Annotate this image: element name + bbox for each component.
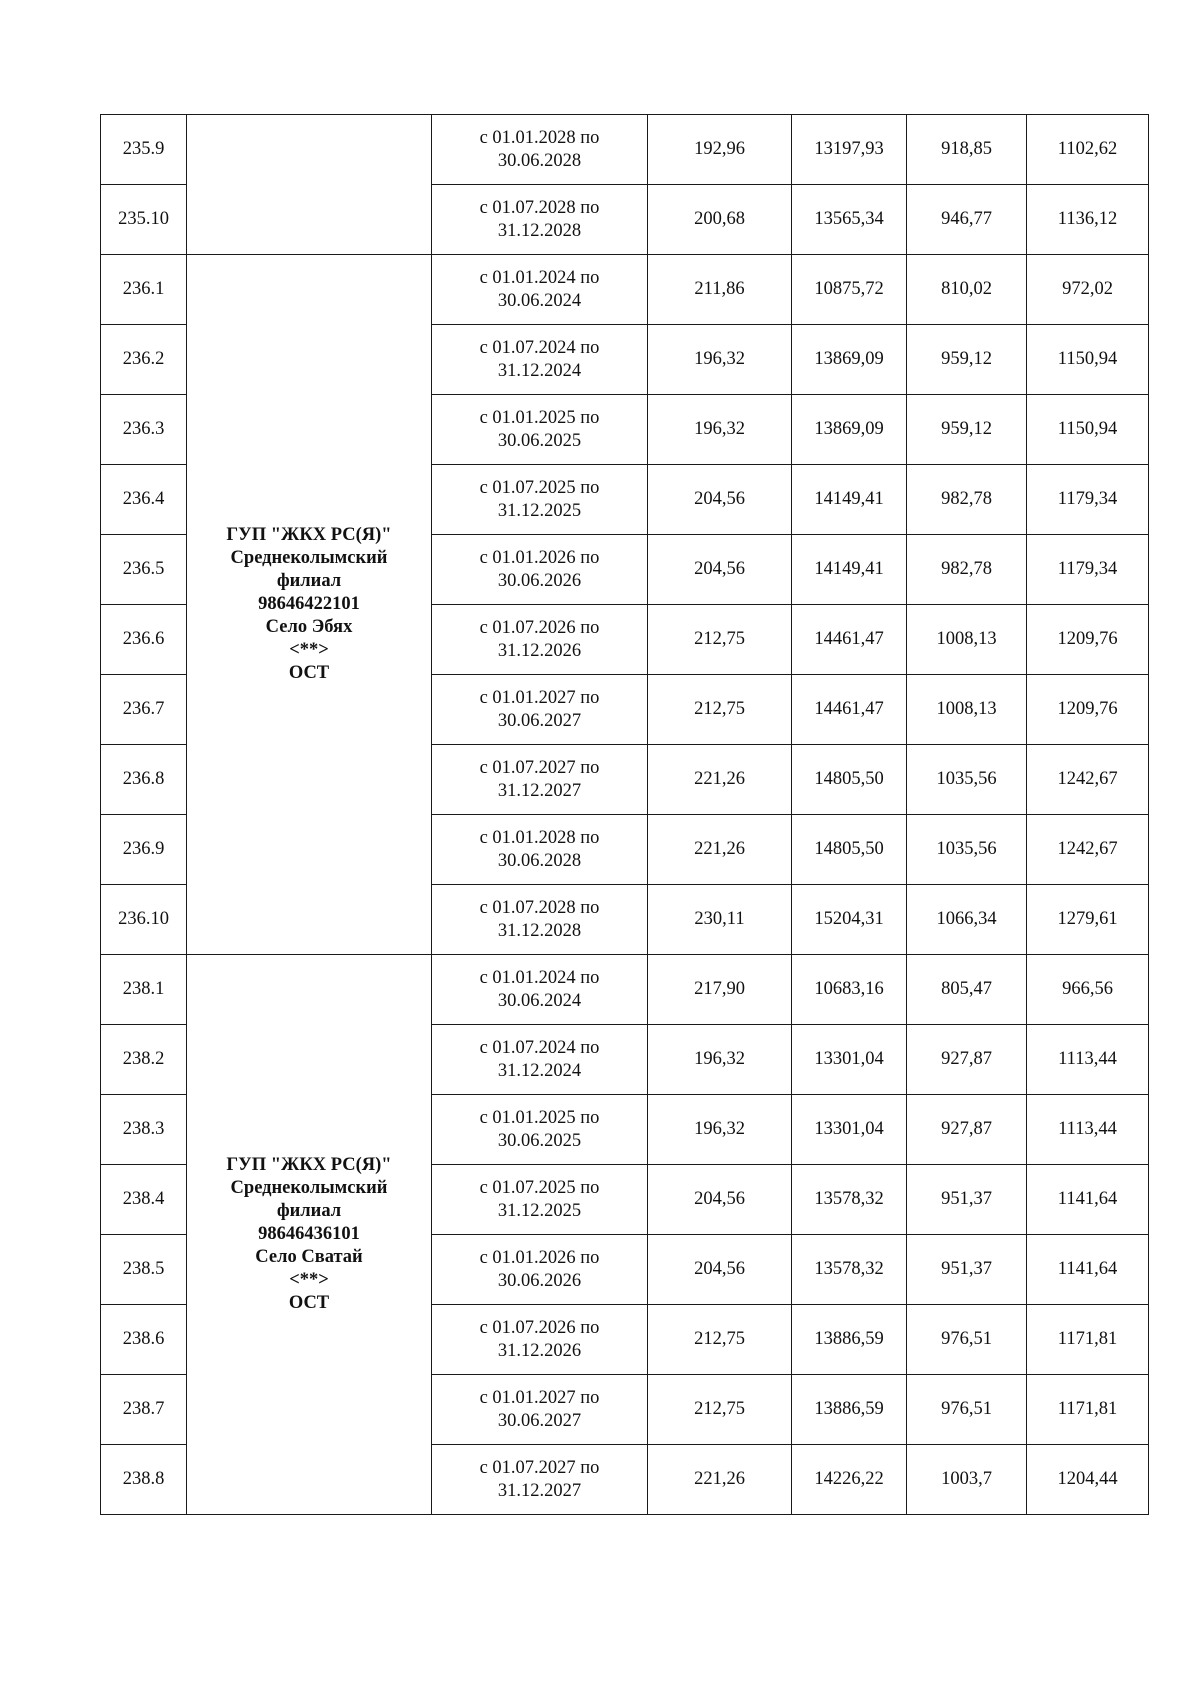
period-cell xyxy=(432,395,648,465)
value-cell-3: 959,12 xyxy=(907,395,1027,465)
period-start: с 01.01.2025 по xyxy=(479,407,600,428)
value-cell-1: 204,56 xyxy=(648,535,792,605)
value-cell-4: 1171,81 xyxy=(1027,1305,1149,1375)
value-cell-2: 14805,50 xyxy=(792,745,907,815)
supplier-cell xyxy=(187,255,432,955)
period-end: 30.06.2028 xyxy=(497,850,582,871)
value-cell-2: 13565,34 xyxy=(792,185,907,255)
value-cell-3: 976,51 xyxy=(907,1375,1027,1445)
value-cell-3: 951,37 xyxy=(907,1165,1027,1235)
period-cell xyxy=(432,465,648,535)
value-cell-2: 10683,16 xyxy=(792,955,907,1025)
period-end: 30.06.2028 xyxy=(497,150,582,171)
supplier-line: филиал xyxy=(276,1201,342,1221)
period-cell xyxy=(432,325,648,395)
value-cell-3: 959,12 xyxy=(907,325,1027,395)
period-start: с 01.01.2026 по xyxy=(479,1247,600,1268)
supplier-line: ГУП "ЖКХ РС(Я)" xyxy=(226,1155,392,1175)
value-cell-3: 951,37 xyxy=(907,1235,1027,1305)
period-end: 31.12.2027 xyxy=(497,780,582,801)
period-cell xyxy=(432,1445,648,1515)
period-cell xyxy=(432,1375,648,1445)
value-cell-3: 918,85 xyxy=(907,115,1027,185)
value-cell-4: 1113,44 xyxy=(1027,1025,1149,1095)
value-cell-2: 13869,09 xyxy=(792,325,907,395)
period-start: с 01.01.2024 по xyxy=(479,267,600,288)
value-cell-3: 946,77 xyxy=(907,185,1027,255)
table-row xyxy=(101,955,1149,1025)
value-cell-2: 13869,09 xyxy=(792,395,907,465)
supplier-line: ГУП "ЖКХ РС(Я)" xyxy=(226,525,392,545)
period-cell xyxy=(432,255,648,325)
row-number-cell: 236.8 xyxy=(101,745,187,815)
period-end: 31.12.2026 xyxy=(497,1340,582,1361)
value-cell-1: 212,75 xyxy=(648,605,792,675)
value-cell-4: 1141,64 xyxy=(1027,1165,1149,1235)
value-cell-4: 1171,81 xyxy=(1027,1375,1149,1445)
period-cell xyxy=(432,1025,648,1095)
value-cell-4: 1242,67 xyxy=(1027,815,1149,885)
table-row xyxy=(101,255,1149,325)
supplier-cell xyxy=(187,955,432,1515)
period-start: с 01.01.2028 по xyxy=(479,827,600,848)
value-cell-4: 1209,76 xyxy=(1027,675,1149,745)
value-cell-2: 13197,93 xyxy=(792,115,907,185)
row-number-cell: 236.4 xyxy=(101,465,187,535)
supplier-line: Среднеколымский xyxy=(230,1178,388,1198)
row-number-cell: 238.7 xyxy=(101,1375,187,1445)
value-cell-3: 805,47 xyxy=(907,955,1027,1025)
period-start: с 01.01.2027 по xyxy=(479,687,600,708)
value-cell-4: 1102,62 xyxy=(1027,115,1149,185)
value-cell-3: 810,02 xyxy=(907,255,1027,325)
value-cell-4: 1113,44 xyxy=(1027,1095,1149,1165)
value-cell-4: 1141,64 xyxy=(1027,1235,1149,1305)
period-end: 31.12.2027 xyxy=(497,1480,582,1501)
period-end: 31.12.2028 xyxy=(497,220,582,241)
value-cell-2: 13301,04 xyxy=(792,1025,907,1095)
period-cell xyxy=(432,1305,648,1375)
period-cell xyxy=(432,815,648,885)
period-end: 31.12.2024 xyxy=(497,360,582,381)
value-cell-2: 13301,04 xyxy=(792,1095,907,1165)
value-cell-2: 14461,47 xyxy=(792,675,907,745)
row-number-cell: 236.9 xyxy=(101,815,187,885)
period-cell xyxy=(432,885,648,955)
value-cell-1: 212,75 xyxy=(648,1375,792,1445)
row-number-cell: 238.6 xyxy=(101,1305,187,1375)
period-cell xyxy=(432,745,648,815)
row-number-cell: 238.5 xyxy=(101,1235,187,1305)
period-start: с 01.07.2027 по xyxy=(479,1457,600,1478)
period-start: с 01.07.2024 по xyxy=(479,337,600,358)
supplier-line: <**> xyxy=(289,640,329,660)
period-cell xyxy=(432,675,648,745)
value-cell-3: 927,87 xyxy=(907,1095,1027,1165)
value-cell-1: 230,11 xyxy=(648,885,792,955)
value-cell-3: 1008,13 xyxy=(907,675,1027,745)
period-cell xyxy=(432,1095,648,1165)
period-start: с 01.01.2025 по xyxy=(479,1107,600,1128)
value-cell-3: 982,78 xyxy=(907,535,1027,605)
value-cell-2: 13886,59 xyxy=(792,1305,907,1375)
value-cell-4: 972,02 xyxy=(1027,255,1149,325)
period-end: 31.12.2028 xyxy=(497,920,582,941)
period-start: с 01.07.2024 по xyxy=(479,1037,600,1058)
value-cell-2: 13578,32 xyxy=(792,1235,907,1305)
row-number-cell: 238.2 xyxy=(101,1025,187,1095)
table-row xyxy=(101,115,1149,185)
value-cell-4: 1242,67 xyxy=(1027,745,1149,815)
supplier-cell xyxy=(187,115,432,255)
period-end: 30.06.2025 xyxy=(497,430,582,451)
value-cell-1: 211,86 xyxy=(648,255,792,325)
value-cell-3: 927,87 xyxy=(907,1025,1027,1095)
value-cell-4: 1204,44 xyxy=(1027,1445,1149,1515)
period-end: 30.06.2025 xyxy=(497,1130,582,1151)
value-cell-2: 13578,32 xyxy=(792,1165,907,1235)
value-cell-4: 1150,94 xyxy=(1027,395,1149,465)
period-end: 30.06.2027 xyxy=(497,1410,582,1431)
supplier-line: ОСТ xyxy=(288,1293,330,1313)
period-end: 30.06.2024 xyxy=(497,290,582,311)
value-cell-1: 196,32 xyxy=(648,1025,792,1095)
value-cell-2: 14226,22 xyxy=(792,1445,907,1515)
period-start: с 01.07.2025 по xyxy=(479,477,600,498)
supplier-line: 98646422101 xyxy=(258,594,360,614)
supplier-line: Село Эбях xyxy=(265,617,353,637)
period-start: с 01.01.2027 по xyxy=(479,1387,600,1408)
value-cell-1: 212,75 xyxy=(648,1305,792,1375)
period-cell xyxy=(432,955,648,1025)
value-cell-1: 204,56 xyxy=(648,465,792,535)
value-cell-4: 1136,12 xyxy=(1027,185,1149,255)
value-cell-4: 966,56 xyxy=(1027,955,1149,1025)
row-number-cell: 236.5 xyxy=(101,535,187,605)
value-cell-3: 1035,56 xyxy=(907,745,1027,815)
period-end: 31.12.2025 xyxy=(497,1200,582,1221)
period-end: 31.12.2026 xyxy=(497,640,582,661)
value-cell-1: 196,32 xyxy=(648,395,792,465)
period-cell xyxy=(432,605,648,675)
row-number-cell: 235.9 xyxy=(101,115,187,185)
row-number-cell: 236.3 xyxy=(101,395,187,465)
value-cell-1: 200,68 xyxy=(648,185,792,255)
period-end: 30.06.2027 xyxy=(497,710,582,731)
supplier-line: Среднеколымский xyxy=(230,548,388,568)
value-cell-2: 14461,47 xyxy=(792,605,907,675)
value-cell-1: 221,26 xyxy=(648,745,792,815)
value-cell-3: 1035,56 xyxy=(907,815,1027,885)
supplier-line: филиал xyxy=(276,571,342,591)
value-cell-1: 204,56 xyxy=(648,1235,792,1305)
period-cell xyxy=(432,535,648,605)
value-cell-2: 14149,41 xyxy=(792,465,907,535)
value-cell-2: 10875,72 xyxy=(792,255,907,325)
period-start: с 01.07.2026 по xyxy=(479,1317,600,1338)
supplier-line: <**> xyxy=(289,1270,329,1290)
value-cell-2: 15204,31 xyxy=(792,885,907,955)
value-cell-3: 976,51 xyxy=(907,1305,1027,1375)
value-cell-4: 1150,94 xyxy=(1027,325,1149,395)
period-end: 30.06.2026 xyxy=(497,570,582,591)
period-start: с 01.01.2028 по xyxy=(479,127,600,148)
value-cell-1: 192,96 xyxy=(648,115,792,185)
value-cell-3: 982,78 xyxy=(907,465,1027,535)
value-cell-1: 196,32 xyxy=(648,325,792,395)
supplier-line: Село Сватай xyxy=(255,1247,363,1267)
row-number-cell: 236.10 xyxy=(101,885,187,955)
period-start: с 01.07.2028 по xyxy=(479,197,600,218)
supplier-line: ОСТ xyxy=(288,663,330,683)
row-number-cell: 235.10 xyxy=(101,185,187,255)
value-cell-1: 221,26 xyxy=(648,815,792,885)
row-number-cell: 238.1 xyxy=(101,955,187,1025)
row-number-cell: 236.1 xyxy=(101,255,187,325)
period-end: 30.06.2024 xyxy=(497,990,582,1011)
value-cell-2: 13886,59 xyxy=(792,1375,907,1445)
period-cell xyxy=(432,115,648,185)
value-cell-1: 204,56 xyxy=(648,1165,792,1235)
row-number-cell: 238.3 xyxy=(101,1095,187,1165)
tariff-table xyxy=(100,114,1149,1515)
row-number-cell: 236.6 xyxy=(101,605,187,675)
supplier-line: 98646436101 xyxy=(258,1224,360,1244)
period-end: 31.12.2025 xyxy=(497,500,582,521)
value-cell-1: 217,90 xyxy=(648,955,792,1025)
value-cell-4: 1209,76 xyxy=(1027,605,1149,675)
period-cell xyxy=(432,1235,648,1305)
value-cell-4: 1179,34 xyxy=(1027,535,1149,605)
value-cell-3: 1008,13 xyxy=(907,605,1027,675)
row-number-cell: 238.4 xyxy=(101,1165,187,1235)
period-start: с 01.07.2026 по xyxy=(479,617,600,638)
value-cell-2: 14805,50 xyxy=(792,815,907,885)
row-number-cell: 236.7 xyxy=(101,675,187,745)
value-cell-1: 196,32 xyxy=(648,1095,792,1165)
tariff-table-body xyxy=(101,115,1149,1515)
period-start: с 01.07.2027 по xyxy=(479,757,600,778)
period-end: 31.12.2024 xyxy=(497,1060,582,1081)
value-cell-1: 221,26 xyxy=(648,1445,792,1515)
period-start: с 01.01.2026 по xyxy=(479,547,600,568)
period-start: с 01.07.2028 по xyxy=(479,897,600,918)
period-cell xyxy=(432,1165,648,1235)
value-cell-4: 1279,61 xyxy=(1027,885,1149,955)
value-cell-3: 1003,7 xyxy=(907,1445,1027,1515)
period-end: 30.06.2026 xyxy=(497,1270,582,1291)
row-number-cell: 236.2 xyxy=(101,325,187,395)
value-cell-2: 14149,41 xyxy=(792,535,907,605)
value-cell-4: 1179,34 xyxy=(1027,465,1149,535)
period-cell xyxy=(432,185,648,255)
value-cell-1: 212,75 xyxy=(648,675,792,745)
row-number-cell: 238.8 xyxy=(101,1445,187,1515)
period-start: с 01.07.2025 по xyxy=(479,1177,600,1198)
value-cell-3: 1066,34 xyxy=(907,885,1027,955)
period-start: с 01.01.2024 по xyxy=(479,967,600,988)
